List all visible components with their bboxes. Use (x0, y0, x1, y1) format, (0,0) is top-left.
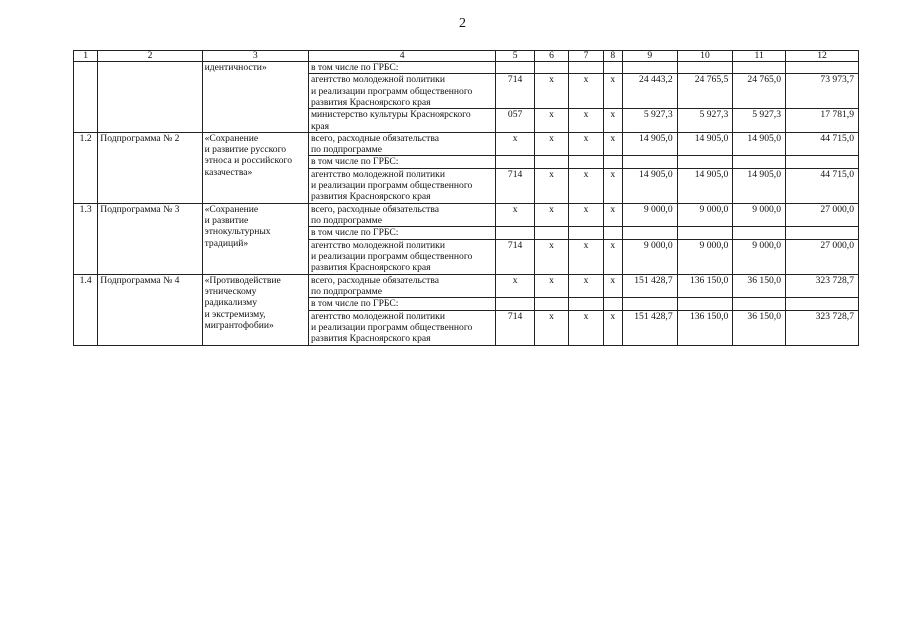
cell-desc: в том числе по ГРБС: (308, 62, 495, 74)
cell-x: х (603, 203, 622, 227)
cell-name: Подпрограмма № 3 (98, 203, 202, 274)
cell (534, 62, 568, 74)
cell (733, 156, 786, 168)
cell-amount: 24 765,0 (733, 74, 786, 109)
cell (534, 298, 568, 310)
header-cell: 6 (534, 51, 568, 62)
cell-amount: 14 905,0 (733, 132, 786, 156)
cell-amount: 14 905,0 (677, 132, 733, 156)
cell-x: х (496, 274, 534, 298)
cell-x: х (603, 239, 622, 274)
cell-amount: 151 428,7 (622, 310, 677, 345)
cell-x: х (603, 310, 622, 345)
cell-desc: агентство молодежной политики и реализации программ общественного развития Красноярского края (308, 239, 495, 274)
table-row (74, 62, 859, 74)
cell-num: 1.3 (74, 203, 98, 274)
cell-desc: агентство молодежной политики и реализации программ общественного развития Красноярского края (308, 74, 495, 109)
header-cell: 2 (98, 51, 202, 62)
cell-x: х (496, 132, 534, 156)
page-number: 2 (459, 16, 466, 31)
header-cell: 1 (74, 51, 98, 62)
header-cell: 8 (603, 51, 622, 62)
cell-grbs: 714 (496, 74, 534, 109)
cell-amount: 9 000,0 (677, 239, 733, 274)
cell (496, 156, 534, 168)
cell-total: 323 728,7 (785, 274, 858, 298)
cell-name: Подпрограмма № 2 (98, 132, 202, 203)
cell-x: х (569, 203, 603, 227)
cell-x: х (603, 274, 622, 298)
cell-grbs: 057 (496, 109, 534, 133)
cell-amount: 9 000,0 (677, 203, 733, 227)
cell (733, 298, 786, 310)
cell-title: «Противодействие этническому радикализму и экстремизму, мигрантофобии» (202, 274, 308, 345)
cell-desc: министерство культуры Красноярского края (308, 109, 495, 133)
cell-desc: всего, расходные обязательства по подпрограмме (308, 274, 495, 298)
cell-amount: 14 905,0 (677, 168, 733, 203)
cell-amount: 36 150,0 (733, 274, 786, 298)
cell-title: «Сохранение и развитие русского этноса и российского казачества» (202, 132, 308, 203)
header-row (74, 51, 859, 62)
cell-amount: 24 443,2 (622, 74, 677, 109)
cell (785, 156, 858, 168)
cell-x: х (496, 203, 534, 227)
header-cell: 3 (202, 51, 308, 62)
header-cell: 12 (785, 51, 858, 62)
cell-amount: 5 927,3 (733, 109, 786, 133)
cell-desc: в том числе по ГРБС: (308, 227, 495, 239)
cell-x: х (534, 203, 568, 227)
cell-amount: 136 150,0 (677, 310, 733, 345)
cell-amount: 14 905,0 (622, 168, 677, 203)
cell (569, 227, 603, 239)
cell-x: х (569, 132, 603, 156)
cell (603, 227, 622, 239)
cell-total: 17 781,9 (785, 109, 858, 133)
cell-num: 1.2 (74, 132, 98, 203)
cell (569, 62, 603, 74)
cell-x: х (569, 310, 603, 345)
cell-grbs: 714 (496, 168, 534, 203)
cell (677, 298, 733, 310)
header-cell: 5 (496, 51, 534, 62)
cell-total: 323 728,7 (785, 310, 858, 345)
cell-x: х (534, 109, 568, 133)
cell (622, 227, 677, 239)
cell (569, 156, 603, 168)
cell-title: «Сохранение и развитие этнокультурных традиций» (202, 203, 308, 274)
cell (534, 227, 568, 239)
cell-x: х (534, 132, 568, 156)
cell (733, 227, 786, 239)
cell-amount: 5 927,3 (677, 109, 733, 133)
cell-grbs: 714 (496, 239, 534, 274)
cell (534, 156, 568, 168)
budget-table (73, 50, 859, 346)
cell-x: х (534, 310, 568, 345)
cell (785, 298, 858, 310)
cell-name (98, 62, 202, 133)
cell-amount: 36 150,0 (733, 310, 786, 345)
cell-amount: 24 765,5 (677, 74, 733, 109)
cell-amount: 9 000,0 (622, 203, 677, 227)
cell (785, 227, 858, 239)
cell-total: 27 000,0 (785, 203, 858, 227)
cell-x: х (569, 239, 603, 274)
cell-amount: 9 000,0 (733, 239, 786, 274)
cell-num (74, 62, 98, 133)
cell (496, 298, 534, 310)
cell-total: 73 973,7 (785, 74, 858, 109)
cell (603, 298, 622, 310)
header-cell: 9 (622, 51, 677, 62)
cell-amount: 14 905,0 (733, 168, 786, 203)
cell (622, 298, 677, 310)
cell-total: 27 000,0 (785, 239, 858, 274)
cell-desc: всего, расходные обязательства по подпрограмме (308, 203, 495, 227)
table-row (74, 132, 859, 156)
header-cell: 4 (308, 51, 495, 62)
cell-x: х (603, 74, 622, 109)
cell-desc: всего, расходные обязательства по подпрограмме (308, 132, 495, 156)
cell-grbs: 714 (496, 310, 534, 345)
cell-desc: агентство молодежной политики и реализации программ общественного развития Красноярского края (308, 168, 495, 203)
cell-amount: 136 150,0 (677, 274, 733, 298)
cell-amount: 9 000,0 (733, 203, 786, 227)
cell (785, 62, 858, 74)
cell-x: х (569, 74, 603, 109)
cell (496, 62, 534, 74)
cell-name: Подпрограмма № 4 (98, 274, 202, 345)
cell-desc: агентство молодежной политики и реализации программ общественного развития Красноярского края (308, 310, 495, 345)
cell-x: х (603, 132, 622, 156)
cell (569, 298, 603, 310)
cell-x: х (569, 109, 603, 133)
cell-title: идентичности» (202, 62, 308, 133)
cell-amount: 14 905,0 (622, 132, 677, 156)
cell (622, 156, 677, 168)
header-cell: 11 (733, 51, 786, 62)
cell-x: х (569, 274, 603, 298)
cell-amount: 151 428,7 (622, 274, 677, 298)
cell-total: 44 715,0 (785, 132, 858, 156)
cell-x: х (569, 168, 603, 203)
cell-amount: 9 000,0 (622, 239, 677, 274)
cell (603, 156, 622, 168)
header-cell: 10 (677, 51, 733, 62)
cell (677, 62, 733, 74)
cell-x: х (534, 239, 568, 274)
table-row (74, 274, 859, 298)
table-row (74, 203, 859, 227)
cell (733, 62, 786, 74)
cell-num: 1.4 (74, 274, 98, 345)
header-cell: 7 (569, 51, 603, 62)
cell (603, 62, 622, 74)
cell-amount: 5 927,3 (622, 109, 677, 133)
cell (496, 227, 534, 239)
cell-x: х (534, 74, 568, 109)
cell-desc: в том числе по ГРБС: (308, 298, 495, 310)
cell-x: х (603, 109, 622, 133)
cell (677, 156, 733, 168)
cell-x: х (603, 168, 622, 203)
cell-x: х (534, 274, 568, 298)
cell-total: 44 715,0 (785, 168, 858, 203)
cell (622, 62, 677, 74)
cell-x: х (534, 168, 568, 203)
cell (677, 227, 733, 239)
cell-desc: в том числе по ГРБС: (308, 156, 495, 168)
